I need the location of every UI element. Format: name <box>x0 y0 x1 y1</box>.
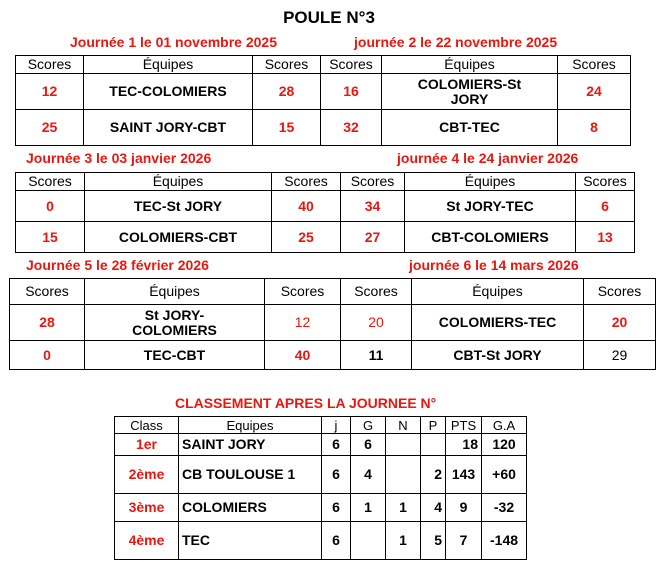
table-row <box>115 494 527 522</box>
score-cell: 24 <box>558 74 631 110</box>
points-cell: 143 <box>446 456 482 494</box>
lost-cell <box>421 434 446 456</box>
score-cell: 16 <box>321 74 382 110</box>
rank-cell: 1er <box>115 434 179 456</box>
header-n: N <box>386 417 421 434</box>
team-cell: COLOMIERS <box>179 494 322 522</box>
match-teams: SAINT JORY-CBT <box>84 110 253 146</box>
score-cell: 12 <box>16 74 84 110</box>
match-teams: TEC-COLOMIERS <box>84 74 253 110</box>
score-cell: 28 <box>253 74 321 110</box>
points-cell: 18 <box>446 434 482 456</box>
match-teams: COLOMIERS-TEC <box>412 305 584 341</box>
round-3-label: Journée 3 le 03 janvier 2026 <box>26 150 212 166</box>
match-teams: TEC-CBT <box>85 341 265 370</box>
table-row <box>16 74 631 110</box>
round-2-label: journée 2 le 22 novembre 2025 <box>354 34 558 50</box>
points-cell: 9 <box>446 494 482 522</box>
score-cell: 12 <box>265 305 341 341</box>
goal-average-cell: 120 <box>482 434 527 456</box>
header-equipes: Équipes <box>85 279 265 305</box>
match-teams: COLOMIERS-CBT <box>85 222 272 253</box>
page-title: POULE N°3 <box>283 8 375 27</box>
rank-cell: 2ème <box>115 456 179 494</box>
table-row <box>10 341 656 370</box>
score-cell: 40 <box>265 341 341 370</box>
lost-cell: 5 <box>421 522 446 560</box>
header-scores: Scores <box>16 173 85 191</box>
match-teams: CBT-TEC <box>382 110 558 146</box>
match-teams: CBT-St JORY <box>412 341 584 370</box>
played-cell: 6 <box>322 456 351 494</box>
score-cell: 15 <box>16 222 85 253</box>
header-scores: Scores <box>10 279 85 305</box>
standings-title: CLASSEMENT APRES LA JOURNEE N° <box>175 395 437 411</box>
header-scores: Scores <box>16 56 84 74</box>
played-cell: 6 <box>322 494 351 522</box>
header-class: Class <box>115 417 179 434</box>
table-row <box>16 222 635 253</box>
score-cell: 20 <box>584 305 656 341</box>
table-row <box>115 434 527 456</box>
table-row <box>16 191 635 222</box>
results-table-3 <box>9 278 656 370</box>
score-cell: 25 <box>272 222 341 253</box>
score-cell: 6 <box>576 191 635 222</box>
table-row <box>115 456 527 494</box>
standings-table <box>114 416 527 560</box>
header-equipes: Équipes <box>412 279 584 305</box>
match-teams: COLOMIERS-St JORY <box>382 74 558 110</box>
team-cell: CB TOULOUSE 1 <box>179 456 322 494</box>
header-p: P <box>421 417 446 434</box>
header-scores: Scores <box>341 279 412 305</box>
header-scores: Scores <box>265 279 341 305</box>
header-scores: Scores <box>321 56 382 74</box>
header-scores: Scores <box>558 56 631 74</box>
lost-cell: 4 <box>421 494 446 522</box>
table-row <box>10 305 656 341</box>
score-cell: 0 <box>16 191 85 222</box>
score-cell: 40 <box>272 191 341 222</box>
round-5-label: Journée 5 le 28 février 2026 <box>26 257 209 273</box>
results-table-1 <box>15 55 631 146</box>
draw-cell <box>386 456 421 494</box>
score-cell: 13 <box>576 222 635 253</box>
header-equipes: Équipes <box>382 56 558 74</box>
score-cell: 25 <box>16 110 84 146</box>
points-cell: 7 <box>446 522 482 560</box>
header-equipes: Équipes <box>85 173 272 191</box>
played-cell: 6 <box>322 434 351 456</box>
score-cell: 8 <box>558 110 631 146</box>
score-cell: 28 <box>10 305 85 341</box>
table-row <box>16 110 631 146</box>
header-g: G <box>351 417 386 434</box>
header-pts: PTS <box>446 417 482 434</box>
results-table-2 <box>15 172 635 253</box>
header-j: j <box>322 417 351 434</box>
won-cell: 6 <box>351 434 386 456</box>
won-cell: 1 <box>351 494 386 522</box>
team-cell: TEC <box>179 522 322 560</box>
won-cell: 4 <box>351 456 386 494</box>
header-ga: G.A <box>482 417 527 434</box>
header-equipes: Équipes <box>84 56 253 74</box>
score-cell: 34 <box>341 191 405 222</box>
header-scores: Scores <box>253 56 321 74</box>
team-cell: SAINT JORY <box>179 434 322 456</box>
round-4-label: journée 4 le 24 janvier 2026 <box>397 150 579 166</box>
header-scores: Scores <box>272 173 341 191</box>
header-scores: Scores <box>341 173 405 191</box>
lost-cell: 2 <box>421 456 446 494</box>
score-cell: 29 <box>584 341 656 370</box>
match-teams: TEC-St JORY <box>85 191 272 222</box>
goal-average-cell: -32 <box>482 494 527 522</box>
draw-cell: 1 <box>386 494 421 522</box>
goal-average-cell: -148 <box>482 522 527 560</box>
score-cell: 0 <box>10 341 85 370</box>
header-equipes: Equipes <box>179 417 322 434</box>
score-cell: 27 <box>341 222 405 253</box>
score-cell: 32 <box>321 110 382 146</box>
header-equipes: Équipes <box>405 173 576 191</box>
match-teams: St JORY-COLOMIERS <box>85 305 265 341</box>
score-cell: 20 <box>341 305 412 341</box>
header-scores: Scores <box>576 173 635 191</box>
match-teams: St JORY-TEC <box>405 191 576 222</box>
played-cell: 6 <box>322 522 351 560</box>
score-cell: 11 <box>341 341 412 370</box>
score-cell: 15 <box>253 110 321 146</box>
goal-average-cell: +60 <box>482 456 527 494</box>
won-cell <box>351 522 386 560</box>
rank-cell: 4ème <box>115 522 179 560</box>
rank-cell: 3ème <box>115 494 179 522</box>
draw-cell <box>386 434 421 456</box>
table-row <box>115 522 527 560</box>
round-6-label: journée 6 le 14 mars 2026 <box>409 257 579 273</box>
round-1-label: Journée 1 le 01 novembre 2025 <box>70 34 277 50</box>
header-scores: Scores <box>584 279 656 305</box>
draw-cell: 1 <box>386 522 421 560</box>
match-teams: CBT-COLOMIERS <box>405 222 576 253</box>
